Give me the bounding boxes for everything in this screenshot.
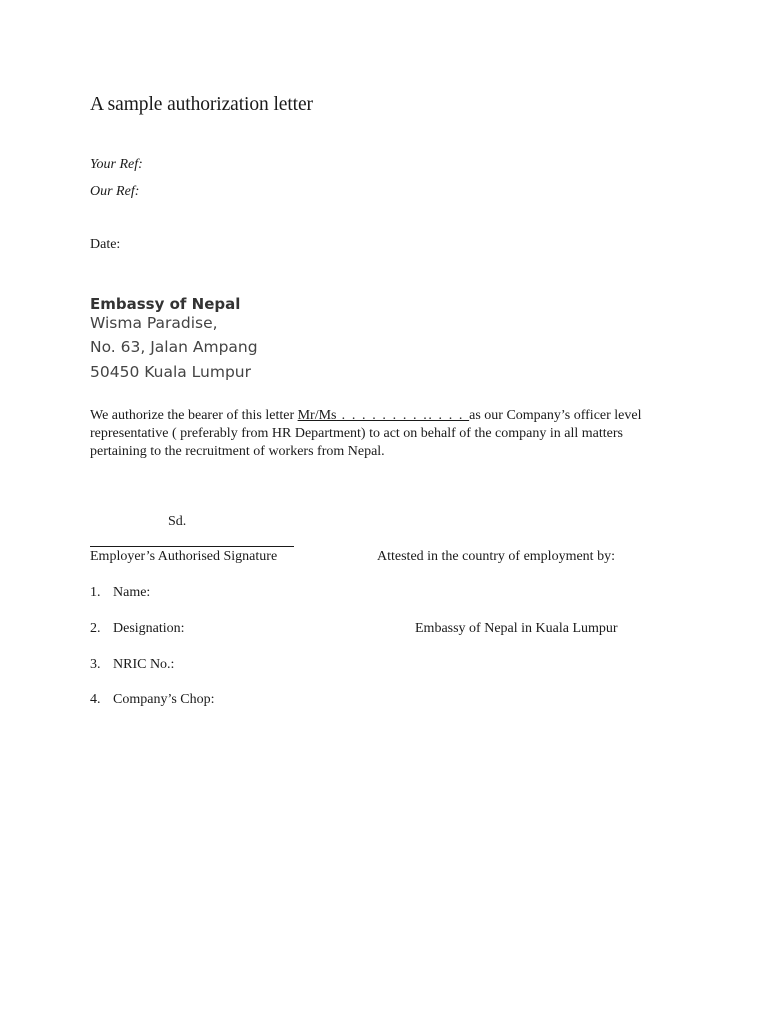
list-item-number: 2. [90,621,101,636]
recipient-address-line3: 50450 Kuala Lumpur [90,363,252,381]
list-item-label: Designation: [113,621,185,636]
embassy-kl-label: Embassy of Nepal in Kuala Lumpur [415,621,618,636]
mr-ms-blank: Mr/Ms [297,408,337,423]
authorization-paragraph [90,407,690,461]
bearer-name-blank: . . . . . . . . .. . . . [336,408,470,423]
our-ref-label: Our Ref: [90,184,140,199]
date-label: Date: [90,237,121,252]
list-item [90,692,215,708]
paragraph-line-1-start: We authorize the bearer of this letter [90,408,298,423]
signature-line [90,546,294,547]
list-item [90,657,174,673]
employer-signature-label: Employer’s Authorised Signature [90,549,278,564]
list-item-label: Name: [113,585,151,600]
list-item [90,621,185,637]
recipient-name: Embassy of Nepal [90,295,241,313]
recipient-address-line1: Wisma Paradise, [90,314,218,332]
your-ref-label: Your Ref: [90,157,143,172]
list-item-number: 1. [90,585,101,600]
document-title: A sample authorization letter [90,94,313,115]
list-item-label: NRIC No.: [113,657,175,672]
attested-label: Attested in the country of employment by: [377,549,615,564]
list-item-label: Company’s Chop: [113,692,215,707]
list-item-number: 4. [90,692,101,707]
paragraph-line-1 [90,407,690,425]
paragraph-line-2: representative ( preferably from HR Department) to act on behalf of the company in all matters [90,426,623,441]
paragraph-line-3: pertaining to the recruitment of workers from Nepal. [90,444,385,459]
recipient-address-line2: No. 63, Jalan Ampang [90,338,258,356]
list-item-number: 3. [90,657,101,672]
paragraph-line-1-end: as our Company’s officer level [469,408,642,423]
signed-mark: Sd. [168,514,187,529]
list-item [90,585,150,601]
